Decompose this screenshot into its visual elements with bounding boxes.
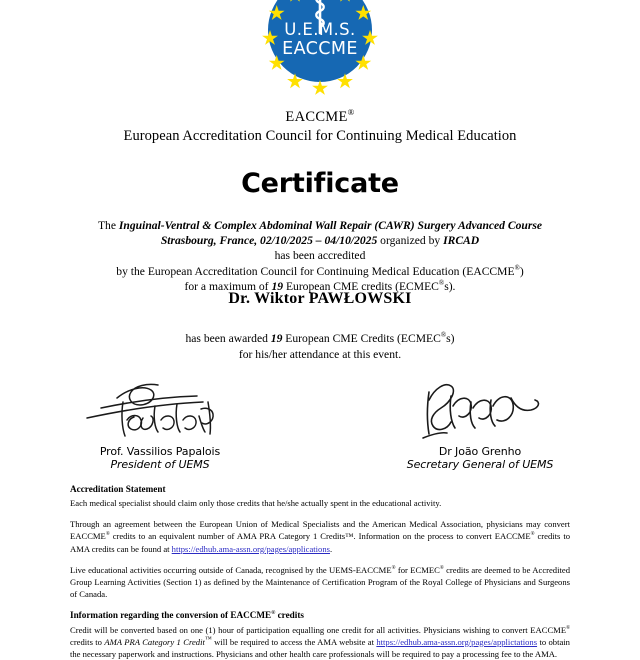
registered-mark: ® [440,331,447,340]
course-location-dates: Strasbourg, France, 02/10/2025 – 04/10/2025 [160,234,378,248]
header-eaccme-text: EACCME [285,109,348,125]
footer-legal [70,483,570,660]
accreditation-statement-heading: Accreditation Statement [70,484,166,494]
max-credits-prefix: for a maximum of [184,279,272,293]
ama-pra-category-label: AMA PRA Category 1 Credit [104,636,205,647]
ama-p1-a: Through an agreement between the European Union of Medical Specialists and the American Medical Association, physicians may convert EACCME [70,519,570,542]
signature-name-president: Prof. Vassilios Papalois [99,445,221,458]
course-location-line [60,233,580,248]
logo-top-text: U.E.M.S. [284,20,356,39]
max-credits-value: 19 [271,279,284,293]
conversion-heading-b: credits [275,610,304,621]
awarded-mid: European CME Credits (ECMEC [282,332,441,345]
ama-applictations-link[interactable]: https://edhub.ama-assn.org/pages/applictations [376,636,538,647]
recipient-name: Dr. Wiktor PAWŁOWSKI [228,290,412,307]
certificate-header [0,108,640,146]
conversion-paragraph [70,624,570,660]
awarded-credits-value: 19 [270,332,283,345]
uems-eaccme-logo [0,0,640,96]
ama-p1-d: . [330,543,333,554]
signature-name-secretary: Dr João Grenho [438,445,522,458]
registered-mark: ® [566,624,570,631]
awarded-suffix: s) [446,332,455,345]
registered-mark: ® [439,565,444,572]
registered-mark: ® [391,565,396,572]
signature-block-secretary [320,376,640,471]
conversion-b: credits to [70,636,105,647]
header-subtitle: European Accreditation Council for Continuing Medical Education [123,128,517,145]
accreditation-body [60,218,580,294]
awarded-prefix: has been awarded [185,332,271,345]
signature-row [0,376,640,471]
accredited-line: has been accredited [274,249,366,263]
awarded-credits-line [0,331,640,347]
conversion-a: Credit will be converted based on one (1) hour of participation equalling one credit for all activities. Physicians wishing to convert EACCME [70,624,567,635]
registered-mark: ® [105,531,110,538]
canada-c: credits are deemed to be Accredited Group Learning Activities (Section 1) as defined by the Maintenance of Certification Program of the Royal College of Physicians and Surgeons of Canada. [70,564,570,600]
course-prefix: The [97,219,119,232]
registered-mark: ® [271,610,276,617]
registered-mark: ® [438,278,445,287]
awarded-block [0,331,640,362]
course-name: Inguinal-Ventral & Complex Abdominal Wall Repair (CAWR) Surgery Advanced Course [118,219,543,232]
registered-mark: ® [514,263,520,272]
conversion-c: will be required to access the AMA website at [211,636,377,647]
organized-by-label: organized by [377,234,444,248]
accrediting-body-line [60,264,580,279]
logo-svg [254,0,386,96]
canada-a: Live educational activities occurring outside of Canada, recognised by the UEMS-EACCME [70,564,392,575]
signature-block-president [0,376,320,471]
signature-role-secretary: Secretary General of UEMS [406,458,554,471]
accrediting-body-suffix: ) [519,264,524,278]
organizer-name: IRCAD [443,234,480,248]
page-title: Certificate [241,168,399,199]
registered-mark: ® [530,531,535,538]
grenho-signature-icon [385,376,575,444]
accrediting-body-text: by the European Accreditation Council for Continuing Medical Education (EACCME [116,264,515,278]
papalois-signature-icon [65,376,255,444]
trademark-mark: ™ [204,634,212,643]
logo-bottom-text: EACCME [282,39,358,59]
max-credits-suffix: s). [444,279,456,293]
course-line [60,218,580,233]
registered-mark: ® [347,107,355,118]
ama-p1-b: credits to an equivalent number of AMA PRA Category 1 Credits™. Information on the process to convert EACCME [109,531,531,542]
signature-role-president: President of UEMS [110,458,210,471]
canada-b: for ECMEC [395,564,440,575]
conversion-info-heading [70,609,570,622]
conversion-heading-a: Information regarding the conversion of EACCME [70,610,272,621]
canada-paragraph [70,564,570,601]
ama-p1-c: credits to AMA credits can be found at [70,531,571,554]
header-eaccme [0,108,640,127]
ama-conversion-paragraph [70,518,570,555]
max-credits-mid: European CME credits (ECMEC [283,279,439,293]
accreditation-statement-text: Each medical specialist should claim only those credits that he/she actually spent in the educational activity. [70,498,442,509]
conversion-d: to obtain the necessary paperwork and instructions. Physicians and other health care professionals will be required to pay a processing fee to the AMA. [70,636,570,659]
ama-applications-link[interactable]: https://edhub.ama-assn.org/pages/applications [171,543,330,554]
attendance-line: for his/her attendance at this event. [238,347,402,361]
